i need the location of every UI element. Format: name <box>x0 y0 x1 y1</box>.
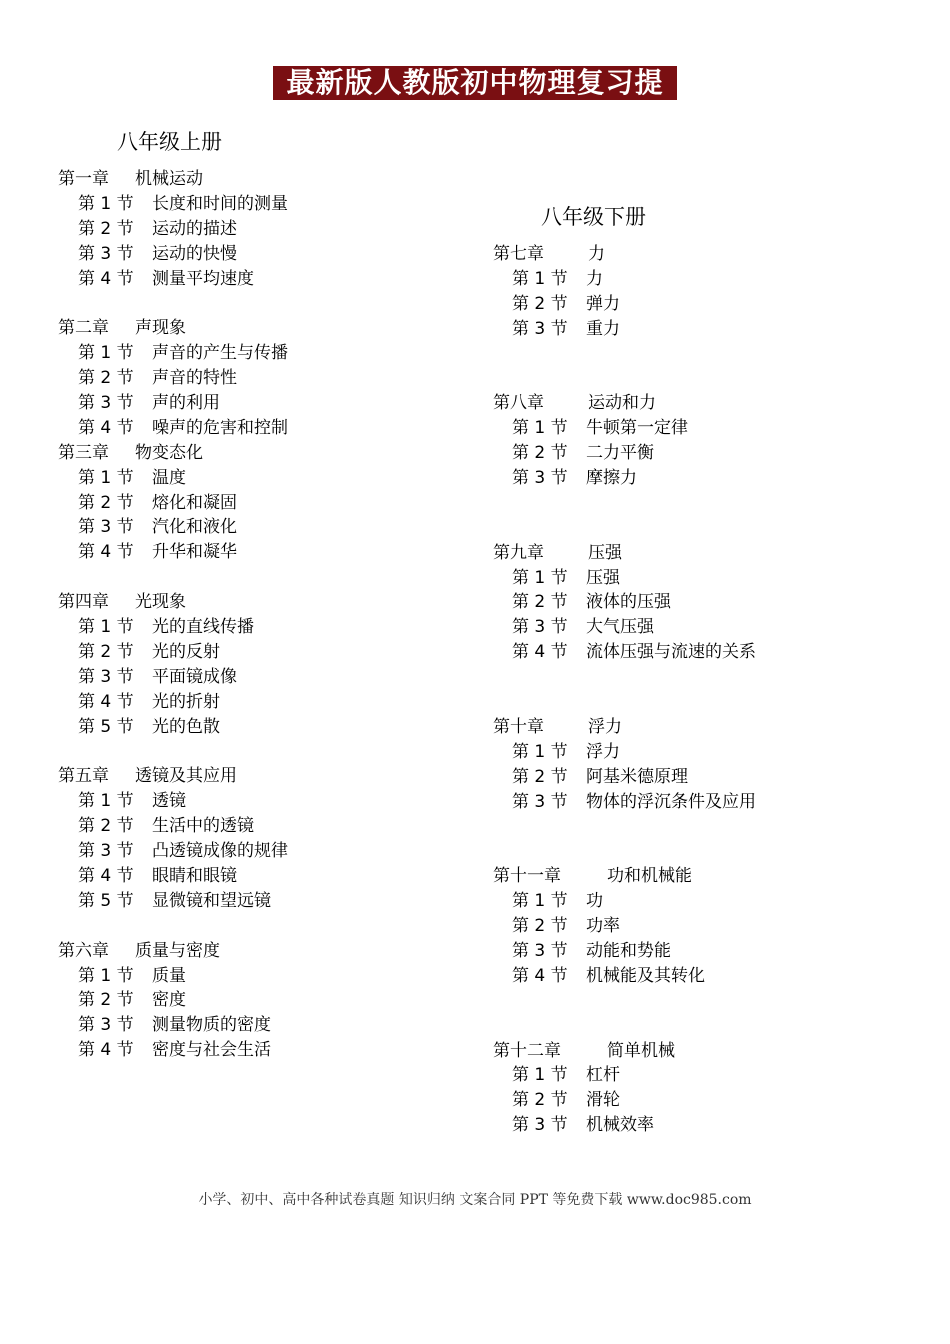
section-row <box>58 690 458 715</box>
chapter-row <box>493 715 913 740</box>
section-number: 第 2 节 <box>512 293 568 314</box>
section-number: 第 1 节 <box>512 741 568 762</box>
section-number: 第 3 节 <box>512 318 568 339</box>
section-number: 第 3 节 <box>78 1015 134 1036</box>
section-title: 重力 <box>586 318 620 339</box>
section-row <box>58 889 458 914</box>
chapter-title: 透镜及其应用 <box>135 766 237 787</box>
chapter-number: 第十一章 <box>493 866 561 887</box>
chapter-title: 功和机械能 <box>607 866 692 887</box>
section-number: 第 1 节 <box>512 418 568 439</box>
section-row <box>58 1038 458 1063</box>
section-number: 第 1 节 <box>512 567 568 588</box>
chapter-row <box>58 441 458 466</box>
spacer <box>493 665 913 690</box>
section-row <box>58 615 458 640</box>
section-row <box>493 615 913 640</box>
section-number: 第 3 节 <box>512 617 568 638</box>
section-row <box>58 864 458 889</box>
section-title: 二力平衡 <box>586 443 654 464</box>
section-title: 长度和时间的测量 <box>152 193 288 214</box>
chapter-number: 第五章 <box>58 766 109 787</box>
section-title: 力 <box>586 268 603 289</box>
section-title: 阿基米德原理 <box>586 766 688 787</box>
section-number: 第 4 节 <box>78 865 134 886</box>
section-row <box>493 416 913 441</box>
section-number: 第 1 节 <box>512 891 568 912</box>
section-row <box>58 366 458 391</box>
section-row <box>58 466 458 491</box>
section-number: 第 1 节 <box>78 791 134 812</box>
chapter-number: 第十章 <box>493 716 544 737</box>
section-row <box>58 540 458 565</box>
spacer <box>493 839 913 864</box>
section-row <box>58 988 458 1013</box>
section-number: 第 5 节 <box>78 890 134 911</box>
section-row <box>58 789 458 814</box>
section-row <box>58 839 458 864</box>
section-title: 密度 <box>152 990 186 1011</box>
section-title: 平面镜成像 <box>152 666 237 687</box>
chapter-title: 压强 <box>588 542 622 563</box>
section-number: 第 3 节 <box>512 1115 568 1136</box>
section-row <box>493 466 913 491</box>
chapter-title: 简单机械 <box>607 1040 675 1061</box>
section-title: 功 <box>586 891 603 912</box>
chapter-title: 机械运动 <box>135 169 203 189</box>
section-number: 第 2 节 <box>512 592 568 613</box>
section-number: 第 2 节 <box>78 218 134 239</box>
left-chapter-list <box>58 167 458 1063</box>
chapter-number: 第六章 <box>58 940 109 961</box>
section-row <box>493 441 913 466</box>
section-row <box>58 491 458 516</box>
section-title: 汽化和液化 <box>152 517 237 538</box>
section-row <box>58 267 458 292</box>
section-title: 密度与社会生活 <box>152 1040 271 1061</box>
section-row <box>493 914 913 939</box>
section-title: 动能和势能 <box>586 940 671 961</box>
section-number: 第 3 节 <box>78 517 134 538</box>
section-title: 光的色散 <box>152 716 220 737</box>
spacer <box>493 690 913 715</box>
section-title: 浮力 <box>586 741 620 762</box>
section-title: 杠杆 <box>586 1065 620 1086</box>
section-number: 第 3 节 <box>78 393 134 414</box>
section-number: 第 3 节 <box>78 666 134 687</box>
right-chapter-list <box>493 242 913 1138</box>
chapter-number: 第七章 <box>493 244 544 264</box>
chapter-title: 力 <box>588 244 605 264</box>
section-title: 声的利用 <box>152 393 220 414</box>
section-title: 升华和凝华 <box>152 542 237 563</box>
section-number: 第 1 节 <box>512 1065 568 1086</box>
section-number: 第 1 节 <box>78 193 134 214</box>
left-grade-heading: 八年级上册 <box>117 130 222 154</box>
chapter-title: 光现象 <box>135 592 186 613</box>
section-number: 第 4 节 <box>78 417 134 438</box>
section-row <box>58 192 458 217</box>
section-row <box>58 217 458 242</box>
section-title: 机械能及其转化 <box>586 965 705 986</box>
section-title: 运动的快慢 <box>152 243 237 264</box>
section-number: 第 3 节 <box>512 791 568 812</box>
section-title: 摩擦力 <box>586 468 637 489</box>
section-number: 第 4 节 <box>78 691 134 712</box>
spacer <box>493 814 913 839</box>
section-title: 凸透镜成像的规律 <box>152 841 288 862</box>
section-row <box>58 242 458 267</box>
section-row <box>493 1063 913 1088</box>
chapter-number: 第十二章 <box>493 1040 561 1061</box>
section-row <box>493 964 913 989</box>
section-number: 第 4 节 <box>512 965 568 986</box>
section-title: 声音的产生与传播 <box>152 343 288 364</box>
section-number: 第 2 节 <box>78 816 134 837</box>
section-number: 第 4 节 <box>78 1040 134 1061</box>
section-title: 大气压强 <box>586 617 654 638</box>
chapter-title: 浮力 <box>588 716 622 737</box>
section-title: 噪声的危害和控制 <box>152 417 288 438</box>
section-title: 声音的特性 <box>152 368 237 389</box>
chapter-number: 第九章 <box>493 542 544 563</box>
spacer <box>58 565 458 590</box>
section-row <box>58 665 458 690</box>
section-title: 光的折射 <box>152 691 220 712</box>
chapter-number: 第三章 <box>58 442 109 463</box>
section-row <box>493 1088 913 1113</box>
section-number: 第 1 节 <box>512 268 568 289</box>
section-title: 熔化和凝固 <box>152 492 237 513</box>
section-title: 滑轮 <box>586 1090 620 1111</box>
chapter-row <box>58 590 458 615</box>
section-number: 第 3 节 <box>512 468 568 489</box>
section-title: 透镜 <box>152 791 186 812</box>
chapter-row <box>493 1039 913 1064</box>
spacer <box>493 491 913 516</box>
chapter-number: 第二章 <box>58 318 109 339</box>
section-title: 测量物质的密度 <box>152 1015 271 1036</box>
section-title: 光的直线传播 <box>152 617 254 638</box>
section-row <box>493 267 913 292</box>
chapter-row <box>493 864 913 889</box>
section-row <box>58 515 458 540</box>
section-number: 第 3 节 <box>78 841 134 862</box>
section-row <box>493 640 913 665</box>
section-number: 第 1 节 <box>78 467 134 488</box>
section-number: 第 2 节 <box>78 990 134 1011</box>
spacer <box>58 914 458 939</box>
section-title: 眼睛和眼镜 <box>152 865 237 886</box>
document-title: 最新版人教版初中物理复习提纲 <box>273 66 677 100</box>
chapter-row <box>58 316 458 341</box>
section-row <box>58 1013 458 1038</box>
chapter-row <box>58 764 458 789</box>
section-title: 光的反射 <box>152 641 220 662</box>
section-row <box>58 416 458 441</box>
chapter-number: 第四章 <box>58 592 109 613</box>
section-row <box>493 889 913 914</box>
section-title: 机械效率 <box>586 1115 654 1136</box>
section-title: 弹力 <box>586 293 620 314</box>
footer-text: 小学、初中、高中各种试卷真题 知识归纳 文案合同 PPT 等免费下载 www.doc985.com <box>198 1192 752 1208</box>
section-row <box>58 391 458 416</box>
section-number: 第 2 节 <box>512 443 568 464</box>
spacer <box>493 366 913 391</box>
section-row <box>493 939 913 964</box>
chapter-number: 第一章 <box>58 169 109 189</box>
spacer <box>493 1014 913 1039</box>
chapter-row <box>493 242 913 267</box>
section-number: 第 2 节 <box>512 1090 568 1111</box>
section-title: 测量平均速度 <box>152 268 254 289</box>
section-title: 功率 <box>586 916 620 937</box>
chapter-title: 质量与密度 <box>135 940 220 961</box>
section-number: 第 1 节 <box>78 617 134 638</box>
chapter-row <box>493 391 913 416</box>
section-row <box>58 640 458 665</box>
section-title: 液体的压强 <box>586 592 671 613</box>
section-row <box>58 715 458 740</box>
section-number: 第 2 节 <box>512 766 568 787</box>
section-number: 第 4 节 <box>512 642 568 663</box>
section-row <box>493 590 913 615</box>
spacer <box>493 516 913 541</box>
spacer <box>493 342 913 367</box>
section-row <box>493 790 913 815</box>
chapter-title: 物变态化 <box>135 442 203 463</box>
spacer <box>58 739 458 764</box>
section-title: 牛顿第一定律 <box>586 418 688 439</box>
section-row <box>493 1113 913 1138</box>
spacer <box>58 291 458 316</box>
right-grade-heading: 八年级下册 <box>541 205 646 229</box>
section-number: 第 1 节 <box>78 343 134 364</box>
section-row <box>493 765 913 790</box>
chapter-title: 运动和力 <box>588 393 656 414</box>
section-number: 第 4 节 <box>78 268 134 289</box>
section-number: 第 4 节 <box>78 542 134 563</box>
section-title: 温度 <box>152 467 186 488</box>
section-title: 运动的描述 <box>152 218 237 239</box>
section-row <box>493 292 913 317</box>
section-number: 第 2 节 <box>512 916 568 937</box>
section-row <box>493 740 913 765</box>
section-title: 生活中的透镜 <box>152 816 254 837</box>
section-title: 显微镜和望远镜 <box>152 890 271 911</box>
section-number: 第 1 节 <box>78 965 134 986</box>
chapter-row <box>58 939 458 964</box>
section-number: 第 2 节 <box>78 641 134 662</box>
chapter-row <box>493 541 913 566</box>
section-row <box>493 317 913 342</box>
spacer <box>493 989 913 1014</box>
section-row <box>58 964 458 989</box>
section-number: 第 3 节 <box>78 243 134 264</box>
section-number: 第 2 节 <box>78 492 134 513</box>
section-row <box>493 566 913 591</box>
section-number: 第 2 节 <box>78 368 134 389</box>
section-row <box>58 814 458 839</box>
section-row <box>58 341 458 366</box>
chapter-number: 第八章 <box>493 393 544 414</box>
section-number: 第 3 节 <box>512 940 568 961</box>
section-title: 质量 <box>152 965 186 986</box>
chapter-title: 声现象 <box>135 318 186 339</box>
section-title: 压强 <box>586 567 620 588</box>
section-title: 物体的浮沉条件及应用 <box>586 791 756 812</box>
chapter-row <box>58 167 458 192</box>
section-title: 流体压强与流速的关系 <box>586 642 756 663</box>
section-number: 第 5 节 <box>78 716 134 737</box>
